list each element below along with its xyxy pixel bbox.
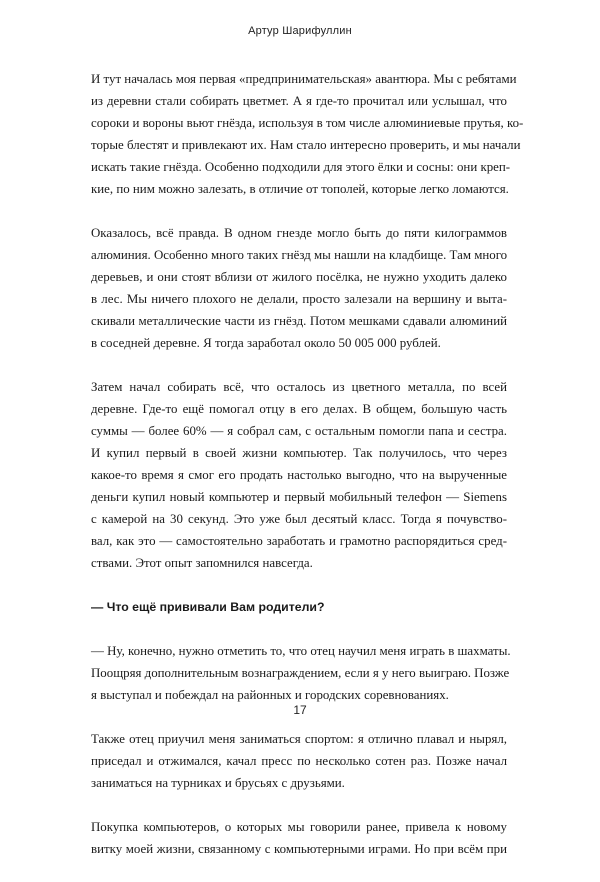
paragraph-3 — [91, 376, 507, 574]
text-line: деревне. Где-то ещё помогал отцу в его делах. В общем, большую часть — [91, 402, 507, 416]
paragraph-1 — [91, 68, 524, 200]
text-line: витку моей жизни, связанному с компьютерными играми. Но при всём при — [91, 842, 507, 856]
text-line: торые блестят и привлекают их. Нам стало интересно проверить, и мы начали — [91, 138, 521, 152]
text-line: какое-то время я смог его продать настолько выгодно, что на вырученные — [91, 468, 507, 482]
text-line: приседал и отжимался, качал пресс по несколько сотен раз. Позже начал — [91, 754, 507, 768]
page-number: 17 — [293, 703, 307, 717]
text-line: деньги купил новый компьютер и первый мобильный телефон — Siemens — [91, 490, 507, 504]
text-line: Поощряя дополнительным вознаграждением, если я у него выиграю. Позже — [91, 666, 510, 680]
text-line: из деревни стали собирать цветмет. А я где-то прочитал или услышал, что — [91, 94, 507, 108]
interview-question: — Что ещё прививали Вам родители? — [91, 600, 325, 614]
paragraph-2 — [91, 222, 507, 354]
text-line: сороки и вороны вьют гнёзда, используя в том числе алюминиевые прутья, ко- — [91, 116, 524, 130]
text-line: И купил первый в своей жизни компьютер. Так получилось, что через — [91, 446, 507, 460]
text-line: вал, как это — самостоятельно заработать и грамотно распорядиться сред- — [91, 534, 507, 548]
text-line: искать такие гнёзда. Особенно подходили для этого ёлки и сосны: они креп- — [91, 160, 511, 174]
paragraph-6 — [91, 816, 507, 860]
text-line: — Ну, конечно, нужно отметить то, что отец научил меня играть в шахматы. — [91, 644, 511, 658]
text-line: в соседней деревне. Я тогда заработал около 50 005 000 рублей. — [91, 336, 441, 350]
text-line: ствами. Этот опыт запомнился навсегда. — [91, 556, 313, 570]
main-text — [91, 68, 524, 882]
text-line: суммы — более 60% — я собрал сам, с остальным помогли папа и сестра. — [91, 424, 507, 438]
text-line: алюминия. Особенно много таких гнёзд мы нашли на кладбище. Там много — [91, 248, 508, 262]
text-line: Оказалось, всё правда. В одном гнезде могло быть до пяти килограммов — [91, 226, 507, 240]
text-line: кие, по ним можно залезать, в отличие от тополей, которые легко ломаются. — [91, 182, 509, 196]
text-line: в лес. Мы ничего плохого не делали, просто залезали на вершину и выта- — [91, 292, 507, 306]
running-head: Артур Шарифуллин — [248, 25, 352, 37]
text-line: с камерой на 30 секунд. Это уже был десятый класс. Тогда я почувство- — [91, 512, 507, 526]
text-line: И тут началась моя первая «предпринимательская» авантюра. Мы с ребятами — [91, 72, 517, 86]
text-line: заниматься на турниках и брусьях с друзьями. — [91, 776, 345, 790]
text-line: я выступал и побеждал на районных и городских соревнованиях. — [91, 688, 449, 702]
text-line: Также отец приучил меня заниматься спортом: я отлично плавал и нырял, — [91, 732, 507, 746]
text-line: Покупка компьютеров, о которых мы говорили ранее, привела к новому — [91, 820, 507, 834]
paragraph-5 — [91, 728, 507, 794]
text-line: Затем начал собирать всё, что осталось из цветного металла, по всей — [91, 380, 507, 394]
text-line: скивали металлические части из гнёзд. Потом мешками сдавали алюминий — [91, 314, 507, 328]
paragraph-4 — [91, 640, 511, 706]
text-line: деревьев, и они стоят вблизи от жилого посёлка, не нужно уходить далеко — [91, 270, 507, 284]
